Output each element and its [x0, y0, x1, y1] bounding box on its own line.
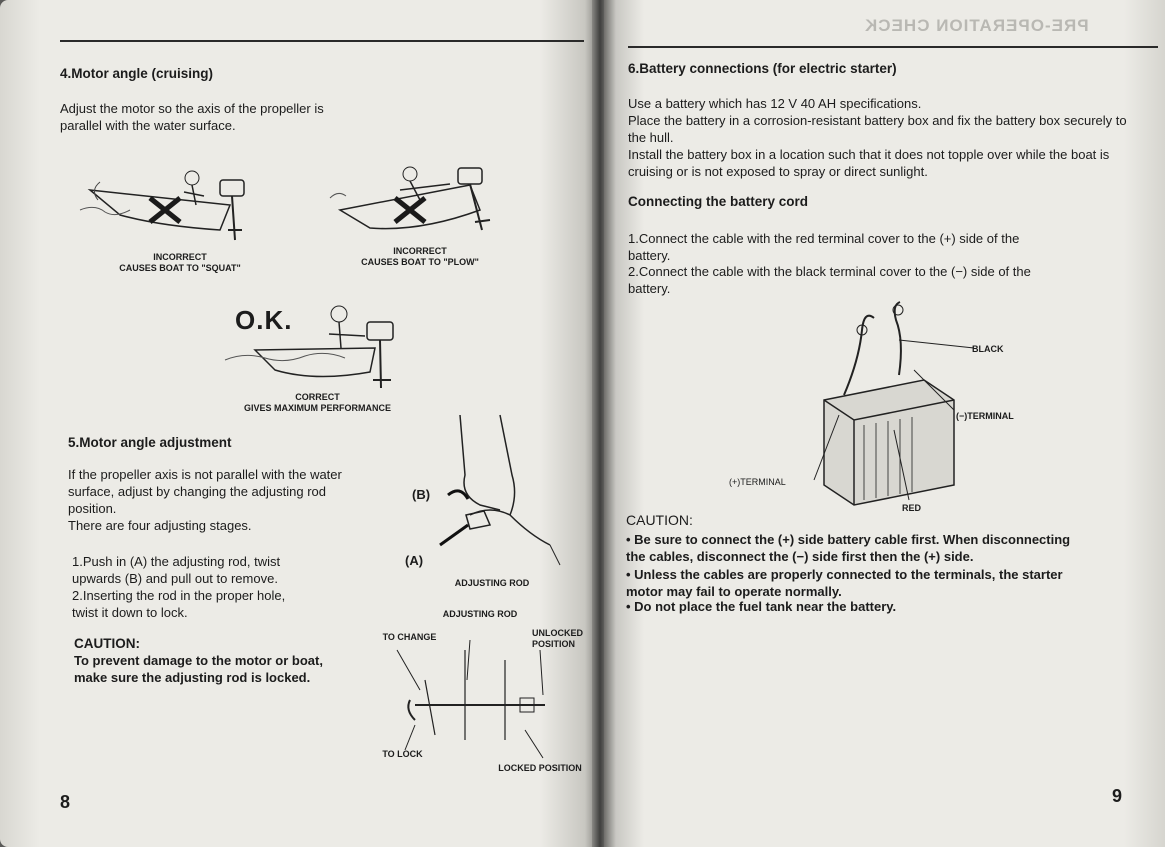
section-5-heading: 5.Motor angle adjustment: [68, 435, 232, 450]
connecting-step-1: 1.Connect the cable with the red terminal cover to the (+) side of the battery.: [628, 231, 1020, 263]
boat-plow-illustration: [330, 160, 510, 250]
adjusting-rod-label-2: ADJUSTING ROD: [442, 609, 518, 619]
section-6-body: Use a battery which has 12 V 40 AH specifications. Place the battery in a corrosion-resistant battery box and fix the battery box securely to the hull. Install the battery box in a location such that it does not topple over while the boat is cruising or is not exposed to spray or direct sunlight.: [628, 96, 1127, 179]
right-caution-item-1: • Be sure to connect the (+) side battery cable first. When disconnecting the cables, disconnect the (−) side first then the (+) side.: [626, 532, 1071, 564]
section-4-heading: 4.Motor angle (cruising): [60, 66, 214, 81]
section-5-body: If the propeller axis is not parallel with the water surface, adjust by changing the adjusting rod position. There are four adjusting stages.: [68, 467, 342, 533]
plus-terminal-label: (+)TERMINAL: [729, 477, 786, 487]
correct-label: CORRECT GIVES MAXIMUM PERFORMANCE: [243, 392, 391, 413]
battery-illustration: [804, 300, 1044, 520]
locked-position-label: LOCKED POSITION: [498, 763, 582, 773]
incorrect-squat-label: INCORRECT CAUSES BOAT TO "SQUAT": [119, 252, 241, 273]
to-change-label: TO CHANGE: [382, 632, 437, 642]
header-rule: [628, 46, 1158, 48]
left-caution-body: To prevent damage to the motor or boat, make sure the adjusting rod is locked.: [74, 653, 323, 685]
to-lock-label: TO LOCK: [382, 749, 423, 759]
rod-positions-illustration: [395, 640, 570, 760]
right-caution-item-3: • Do not place the fuel tank near the battery.: [626, 599, 897, 614]
section-4-body: Adjust the motor so the axis of the propeller is parallel with the water surface.: [60, 101, 324, 133]
left-caution-heading: CAUTION:: [74, 636, 140, 651]
section-5-step-2: 2.Inserting the rod in the proper hole, twist it down to lock.: [72, 588, 286, 620]
black-cable-label: BLACK: [972, 344, 1004, 354]
label-b: (B): [412, 487, 431, 502]
ok-title: O.K.: [235, 305, 293, 335]
header-bleed-through: PRE-OPERATION CHECK: [864, 16, 1089, 35]
section-5-step-1: 1.Push in (A) the adjusting rod, twist upwards (B) and pull out to remove.: [72, 554, 281, 586]
red-cable-label: RED: [902, 503, 922, 513]
connecting-heading: Connecting the battery cord: [628, 194, 809, 209]
adjusting-rod-label-1: ADJUSTING ROD: [454, 578, 530, 588]
right-page-number: 9: [1112, 786, 1123, 806]
right-caution-heading: CAUTION:: [626, 512, 693, 528]
right-caution-item-2: • Unless the cables are properly connected to the terminals, the starter motor may fail to operate normally.: [626, 567, 1063, 599]
boat-squat-illustration: [80, 160, 270, 250]
label-a: (A): [405, 553, 424, 568]
boat-correct-illustration: [225, 300, 415, 400]
unlocked-position-label: UNLOCKED POSITION: [532, 628, 583, 649]
right-page: [604, 0, 1165, 847]
header-rule: [60, 40, 584, 42]
incorrect-plow-label: INCORRECT CAUSES BOAT TO "PLOW": [361, 246, 479, 267]
section-6-heading: 6.Battery connections (for electric starter): [628, 61, 897, 76]
connecting-step-2: 2.Connect the cable with the black terminal cover to the (−) side of the battery.: [628, 264, 1031, 296]
minus-terminal-label: (−)TERMINAL: [956, 411, 1014, 421]
left-page-number: 8: [60, 792, 71, 812]
